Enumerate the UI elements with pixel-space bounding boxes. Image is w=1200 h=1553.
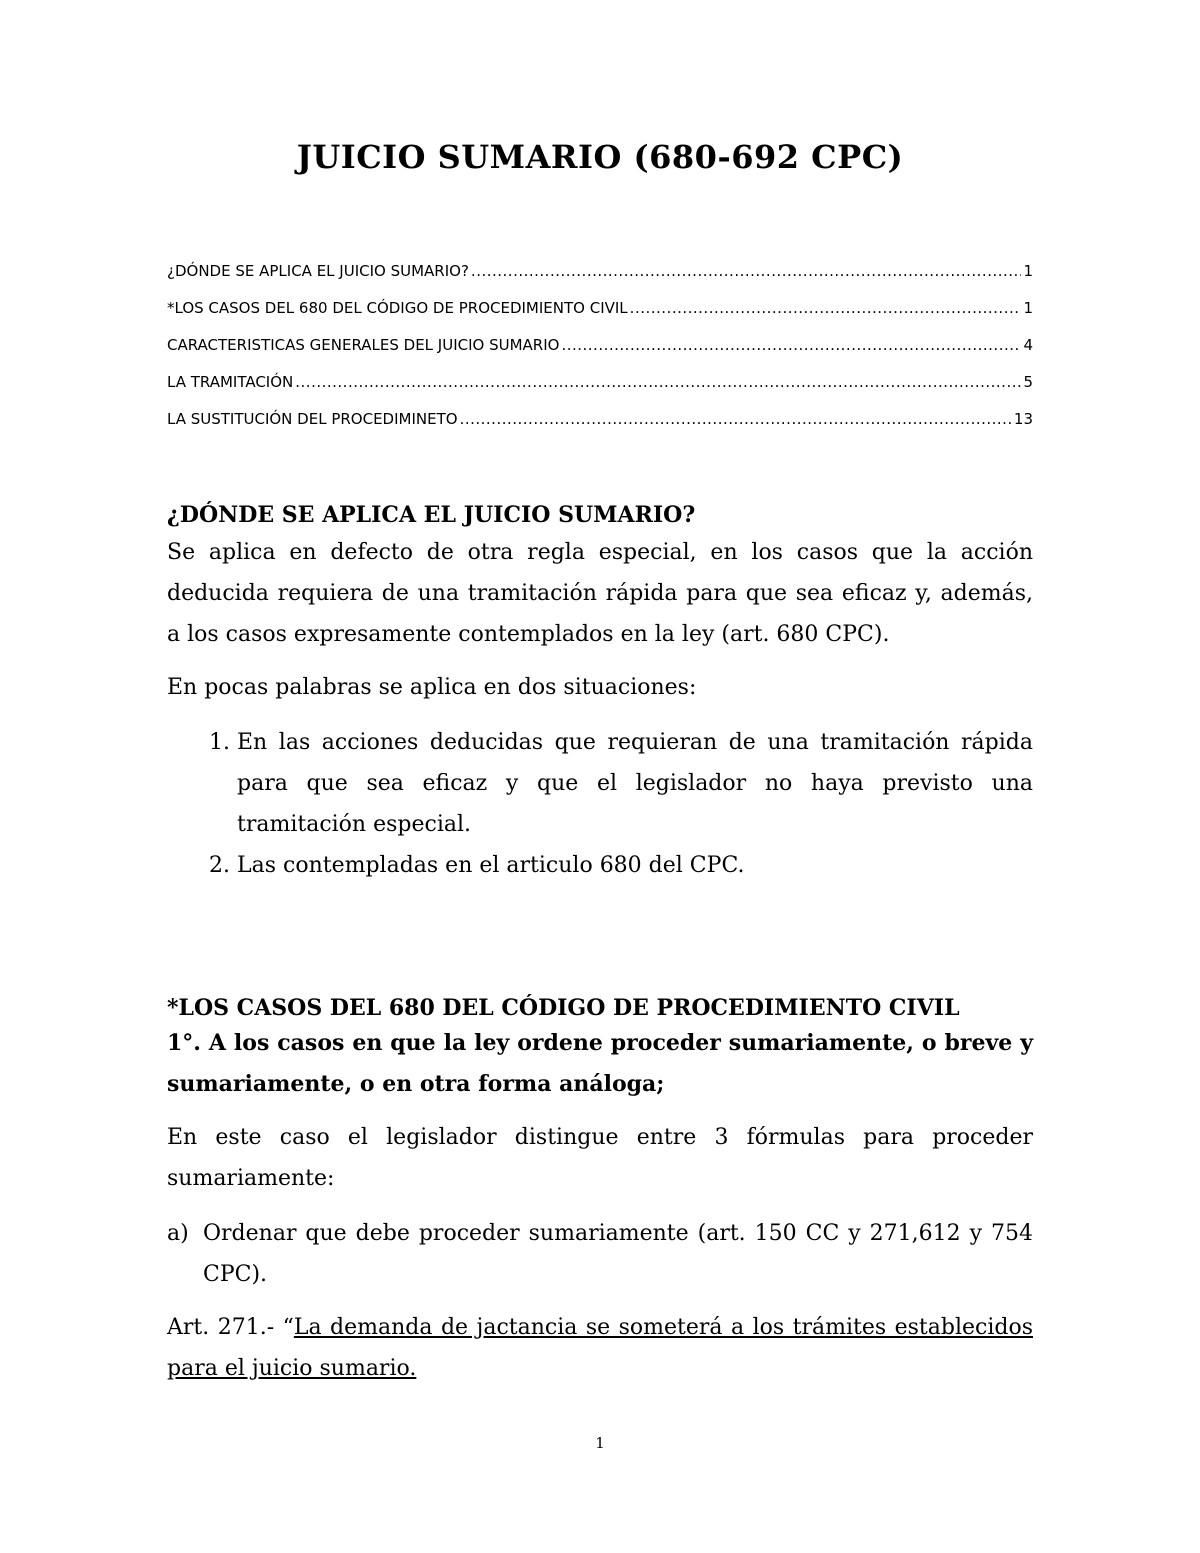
- item-text: Ordenar que debe proceder sumariamente (art. 150 CC y 271,612 y 754 CPC).: [203, 1221, 1033, 1287]
- toc-entry[interactable]: [167, 262, 1033, 299]
- toc-leader-dots: [460, 410, 1012, 428]
- toc-entry[interactable]: [167, 410, 1033, 447]
- toc-leader-dots: [471, 262, 1022, 280]
- lettered-item: [167, 1213, 1033, 1295]
- toc-entry-page: 1: [1023, 262, 1033, 280]
- section-article-680-cases: [167, 993, 1033, 1389]
- paragraph: En este caso el legislador distingue entre 3 fórmulas para proceder sumariamente:: [167, 1125, 1033, 1191]
- toc-entry-label: ¿DÓNDE SE APLICA EL JUICIO SUMARIO?: [167, 262, 469, 280]
- toc-entry[interactable]: [167, 299, 1033, 336]
- toc-entry-label: LA TRAMITACIÓN: [167, 373, 294, 391]
- article-prefix: Art. 271.- “: [167, 1315, 294, 1340]
- subheading: 1°. A los casos en que la ley ordene proceder sumariamente, o breve y sumariamente, o en otra forma análoga;: [167, 1030, 1033, 1097]
- toc-entry-page: 1: [1023, 299, 1033, 317]
- toc-leader-dots: [295, 373, 1021, 391]
- article-quote-text: La demanda de jactancia se someterá a los trámites establecidos para el juicio sumario.: [167, 1315, 1033, 1381]
- toc-entry[interactable]: [167, 373, 1033, 410]
- situations-list: [167, 722, 1033, 886]
- toc-entry-page: 4: [1023, 336, 1033, 354]
- list-item: 1. En las acciones deducidas que requieran de una tramitación rápida para que sea eficaz y que el legislador no haya previsto una tramitación especial.: [237, 722, 1033, 845]
- toc-entry-page: 5: [1023, 373, 1033, 391]
- paragraph: En pocas palabras se aplica en dos situaciones:: [167, 675, 697, 700]
- toc-entry-label: CARACTERISTICAS GENERALES DEL JUICIO SUMARIO: [167, 336, 560, 354]
- paragraph: Se aplica en defecto de otra regla especial, en los casos que la acción deducida requiera de una tramitación rápida para que sea eficaz y, además, a los casos expresamente contemplados en la ley (art. 680 CPC).: [167, 540, 1033, 647]
- toc-entry-page: 13: [1013, 410, 1033, 428]
- page-number: 1: [595, 1434, 605, 1452]
- toc-leader-dots: [630, 299, 1022, 317]
- article-quote: [167, 1307, 1033, 1389]
- section-where-applies: [167, 500, 1033, 886]
- document-title: JUICIO SUMARIO (680-692 CPC): [296, 138, 904, 176]
- section-heading: *LOS CASOS DEL 680 DEL CÓDIGO DE PROCEDIMIENTO CIVIL: [167, 995, 960, 1021]
- list-item: 2. Las contempladas en el articulo 680 del CPC.: [237, 845, 1033, 886]
- item-marker: a): [167, 1221, 189, 1246]
- toc-entry[interactable]: [167, 336, 1033, 373]
- table-of-contents: [167, 262, 1033, 447]
- toc-entry-label: *LOS CASOS DEL 680 DEL CÓDIGO DE PROCEDIMIENTO CIVIL: [167, 299, 628, 317]
- toc-entry-label: LA SUSTITUCIÓN DEL PROCEDIMINETO: [167, 410, 458, 428]
- section-heading: ¿DÓNDE SE APLICA EL JUICIO SUMARIO?: [167, 502, 696, 528]
- toc-leader-dots: [561, 336, 1021, 354]
